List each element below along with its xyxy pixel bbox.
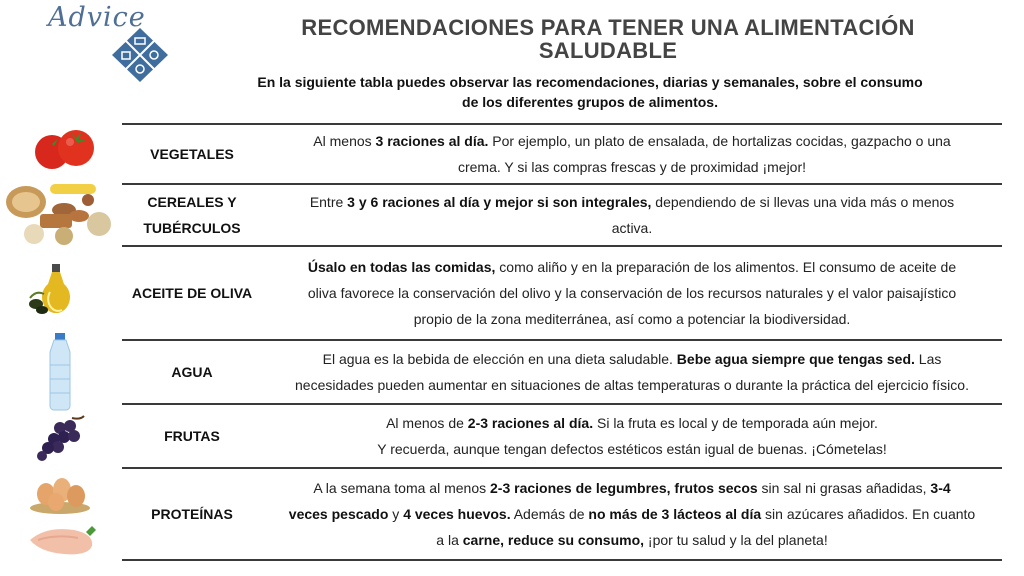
emphasis-text: 2-3 raciones al día.: [467, 415, 594, 431]
emphasis-text: 3-4: [930, 480, 951, 496]
page-title: [240, 16, 976, 62]
table-row: [122, 245, 1002, 339]
text-segment: Si la fruta es local y de temporada aún mejor.: [593, 415, 878, 431]
olive-oil-icon: [26, 262, 82, 316]
title-line-1: RECOMENDACIONES PARA TENER UNA ALIMENTACIÓN: [301, 15, 915, 40]
category-label: [122, 501, 262, 527]
recommendations-table: [122, 123, 1002, 561]
text-segment: activa.: [611, 220, 653, 236]
text-segment: Entre: [309, 194, 348, 210]
text-segment: Por ejemplo, un plato de ensalada, de hortalizas cocidas, gazpacho o una: [488, 133, 951, 149]
category-label: [122, 141, 262, 167]
category-label-line: CEREALES Y: [147, 194, 237, 210]
text-segment: ¡por tu salud y la del planeta!: [644, 532, 828, 548]
table-row: [122, 123, 1002, 183]
title-line-2: SALUDABLE: [538, 38, 678, 63]
logo-text: Advice: [48, 2, 146, 33]
emphasis-text: 3 raciones al día.: [375, 133, 489, 149]
recommendation-text: [262, 410, 1002, 462]
text-segment: El agua es la bebida de elección en una dieta saludable.: [322, 351, 677, 367]
subtitle-line-2: de los diferentes grupos de alimentos.: [462, 94, 718, 110]
emphasis-text: 2-3 raciones de legumbres, frutos secos: [490, 480, 758, 496]
recommendation-line: [268, 436, 996, 462]
recommendation-text: [262, 475, 1002, 553]
category-label-line: PROTEÍNAS: [151, 506, 233, 522]
text-segment: Las: [914, 351, 942, 367]
text-segment: Al menos: [313, 133, 376, 149]
recommendation-line: [268, 154, 996, 180]
emphasis-text: 3 y 6 raciones al día y mejor si son integrales,: [347, 194, 652, 210]
recommendation-text: [262, 189, 1002, 241]
subtitle-line-1: En la siguiente tabla puedes observar las recomendaciones, diarias y semanales, sobre el consumo: [257, 74, 923, 90]
grapes-icon: [28, 414, 92, 464]
recommendation-line: [268, 189, 996, 215]
category-label-line: FRUTAS: [164, 428, 220, 444]
recommendation-line: [268, 215, 996, 241]
category-label-line: AGUA: [171, 364, 213, 380]
recommendation-text: [262, 128, 1002, 180]
recommendation-line: [268, 128, 996, 154]
category-label: [122, 189, 262, 241]
recommendation-line: [268, 527, 996, 553]
table-row: [122, 467, 1002, 561]
emphasis-text: no más de 3 lácteos al día: [588, 506, 762, 522]
table-row: [122, 339, 1002, 403]
category-label-line: ACEITE DE OLIVA: [131, 285, 253, 301]
food-icons-column: [0, 0, 122, 576]
water-bottle-icon: [44, 333, 76, 411]
recommendation-line: [268, 280, 996, 306]
text-segment: oliva favorece la conservación del olivo y la conservación de los recursos naturales y el valor paisajístico: [307, 285, 957, 301]
emphasis-text: Úsalo en todas las comidas,: [307, 259, 496, 275]
category-label: [122, 423, 262, 449]
recommendation-line: [268, 410, 996, 436]
eggs-chicken-icon: [26, 470, 98, 564]
emphasis-text: 4 veces huevos.: [403, 506, 511, 522]
recommendation-line: [268, 475, 996, 501]
text-segment: propio de la zona mediterránea, así como a potenciar la biodiversidad.: [413, 311, 851, 327]
page-subtitle: [200, 72, 980, 112]
recommendation-text: [262, 346, 1002, 398]
text-segment: Y recuerda, aunque tengan defectos estéticos están igual de buenas. ¡Cómetelas!: [377, 441, 887, 457]
recommendation-line: [268, 254, 996, 280]
emphasis-text: Bebe agua siempre que tengas sed.: [676, 351, 915, 367]
emphasis-text: veces pescado: [288, 506, 389, 522]
bread-grains-icon: [4, 180, 116, 246]
recommendation-line: [268, 306, 996, 332]
text-segment: Además de: [510, 506, 589, 522]
emphasis-text: carne, reduce su consumo,: [462, 532, 645, 548]
category-label: [122, 359, 262, 385]
recommendation-text: [262, 254, 1002, 332]
category-label-line: TUBÉRCULOS: [143, 220, 241, 236]
category-label: [122, 280, 262, 306]
table-row: [122, 183, 1002, 245]
text-segment: sin sal ni grasas añadidas,: [757, 480, 931, 496]
text-segment: crema. Y si las compras frescas y de proximidad ¡mejor!: [457, 159, 807, 175]
tomato-icon: [30, 126, 102, 172]
text-segment: y: [388, 506, 404, 522]
text-segment: A la semana toma al menos: [313, 480, 490, 496]
category-label-line: VEGETALES: [150, 146, 234, 162]
text-segment: Al menos de: [386, 415, 468, 431]
text-segment: dependiendo de si llevas una vida más o menos: [651, 194, 955, 210]
recommendation-line: [268, 346, 996, 372]
text-segment: necesidades pueden aumentar en situaciones de altas temperaturas o durante la práctica del ejercicio físico.: [295, 377, 969, 393]
recommendation-line: [268, 501, 996, 527]
text-segment: sin azúcares añadidos. En cuanto: [761, 506, 976, 522]
recommendation-line: [268, 372, 996, 398]
table-row: [122, 403, 1002, 467]
text-segment: a la: [436, 532, 463, 548]
text-segment: como aliño y en la preparación de los alimentos. El consumo de aceite de: [495, 259, 957, 275]
